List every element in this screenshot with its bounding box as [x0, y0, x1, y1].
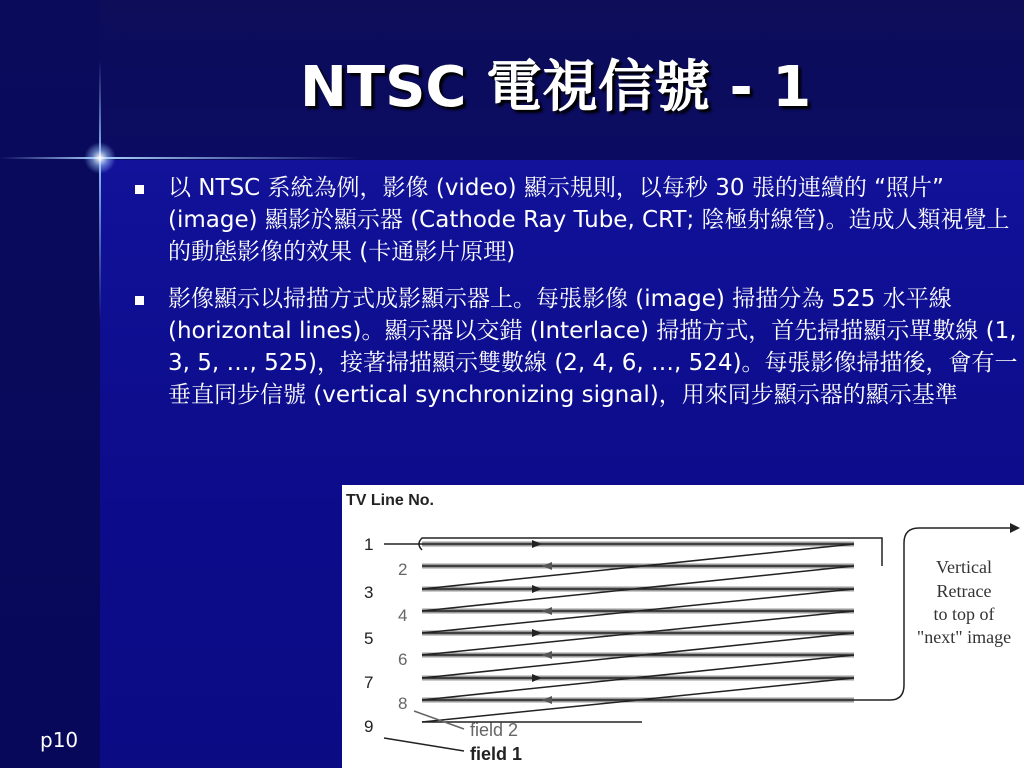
- line-number-label: 4: [398, 606, 408, 625]
- light-flare-vertical: [99, 60, 101, 320]
- arrow-left-icon: [542, 696, 552, 704]
- bullet-item: [130, 172, 1020, 268]
- scan-lines: [422, 544, 854, 700]
- line-number-label: 7: [364, 673, 374, 692]
- square-bullet-icon: [135, 296, 144, 305]
- line-number-labels: [364, 535, 407, 736]
- arrow-right-icon: [532, 629, 542, 637]
- arrow-right-icon: [532, 540, 542, 548]
- line-number-label: 1: [364, 535, 374, 554]
- arrow-right-icon: [1010, 523, 1020, 533]
- bullet-list: [130, 172, 1020, 426]
- arrow-left-icon: [542, 607, 552, 615]
- line-number-label: 8: [398, 694, 408, 713]
- field1-trace: [384, 544, 854, 722]
- interlace-scan-diagram: [342, 485, 1024, 768]
- field1-label: field 1: [470, 744, 523, 764]
- line-number-label: 2: [398, 560, 408, 579]
- bullet-item: [130, 283, 1020, 411]
- interlace-scan-svg: [342, 485, 1024, 768]
- light-flare-star-icon: [84, 142, 116, 174]
- arrow-right-icon: [532, 674, 542, 682]
- line-number-label: 9: [364, 717, 374, 736]
- field2-pointer: [414, 711, 464, 729]
- field1-pointer: [384, 738, 464, 751]
- retrace-label-line: to top of: [933, 604, 995, 624]
- arrow-left-icon: [542, 562, 552, 570]
- left-band-background: [0, 0, 100, 768]
- line-number-label: 5: [364, 629, 374, 648]
- field2-label: field 2: [470, 720, 519, 740]
- retrace-label-line: "next" image: [916, 627, 1012, 647]
- retrace-label-line: Vertical: [936, 557, 992, 577]
- slide-title: NTSC 電視信號 - 1: [300, 55, 812, 120]
- bullet-text: 影像顯示以掃描方式成影顯示器上。每張影像 (image) 掃描分為 525 水平線 (horizontal lines)。顯示器以交錯 (Interlace) 掃描方式，首先掃描顯示單數線 (1, 3, 5, …, 525)，接著掃描顯示雙數線 (2, 4, 6, …, 524)。每張影像掃描後，會有一垂直同步信號 (vertical synchronizing signal)，用來同步顯示器的顯示基準: [168, 286, 1018, 408]
- arrow-right-icon: [532, 585, 542, 593]
- arrow-left-icon: [542, 651, 552, 659]
- light-flare-horizontal: [0, 157, 360, 159]
- retrace-label-line: Retrace: [936, 581, 992, 601]
- diagram-header: TV Line No.: [346, 492, 434, 509]
- page-number: p10: [40, 728, 79, 752]
- bullet-text: 以 NTSC 系統為例，影像 (video) 顯示規則，以每秒 30 張的連續的 “照片” (image) 顯影於顯示器 (Cathode Ray Tube, CRT; 陰極射線管)。造成人類視覺上的動態影像的效果 (卡通影片原理): [168, 175, 1010, 265]
- line-number-label: 3: [364, 583, 374, 602]
- retrace-label: [917, 557, 1011, 647]
- line-number-label: 6: [398, 650, 408, 669]
- square-bullet-icon: [135, 185, 144, 194]
